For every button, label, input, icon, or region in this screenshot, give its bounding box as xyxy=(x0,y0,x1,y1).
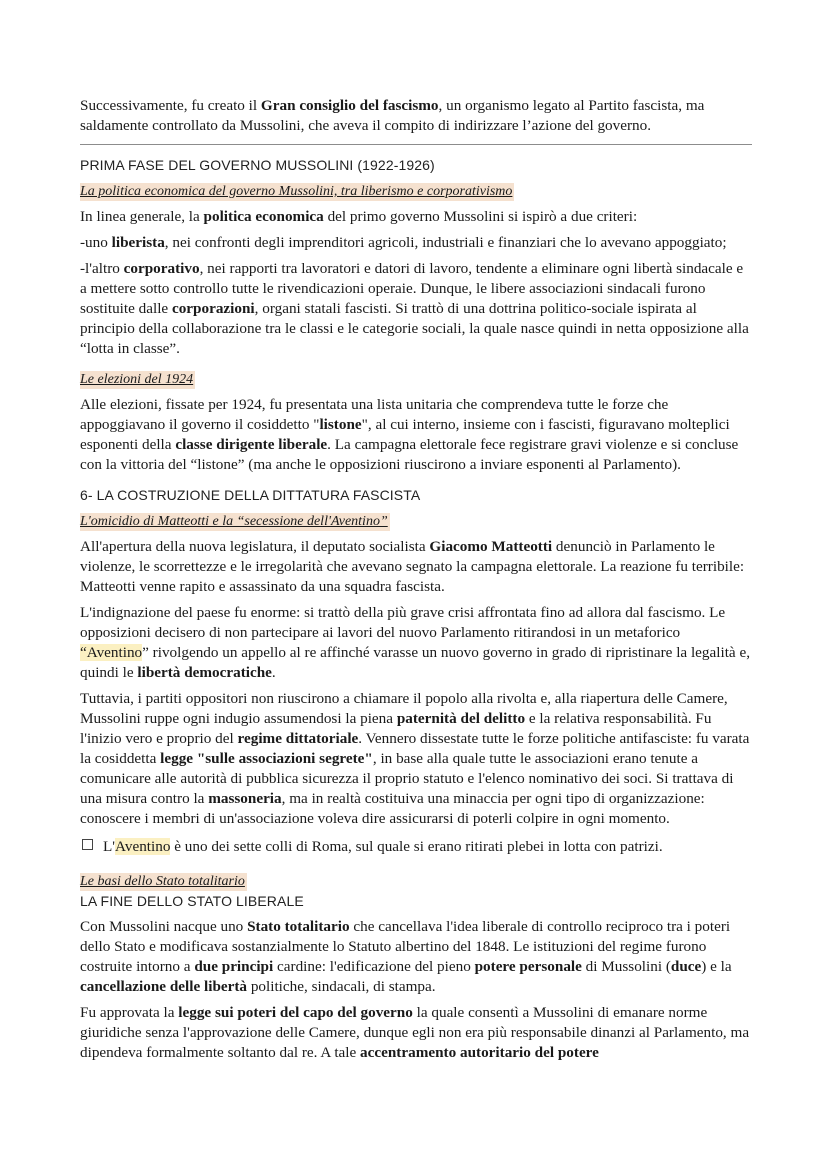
text: In linea generale, la xyxy=(80,208,204,225)
bold-term: paternità del delitto xyxy=(396,710,526,727)
checkbox-square-icon xyxy=(82,839,93,850)
bold-term: classe dirigente liberale xyxy=(175,436,328,453)
text: politiche, sindacali, di stampa. xyxy=(247,978,436,995)
text: L'indignazione del paese fu enorme: si trattò della più grave crisi affrontata fino ad allora dal fascismo. Le opposizioni decisero di non partecipare ai lavori del nuovo Parlamento ritirandosi in un metaforico xyxy=(80,604,726,641)
bold-term: corporativo xyxy=(123,260,200,277)
text: denunciò in Parlamento le violenze, le scorrettezze e le irregolarità che avevano segnato la campagna elettorale. La reazione fu terribile: Matteotti venne rapito e assassinato da una squadra fascista. xyxy=(80,538,745,595)
bold-term: legge "sulle associazioni segrete" xyxy=(160,750,373,767)
text: . Vennero dissestate tutte le forze politiche antifasciste: fu varata la cosiddetta xyxy=(80,730,750,767)
bold-term: massoneria xyxy=(208,790,282,807)
document-page xyxy=(80,96,752,1063)
text: , nei rapporti tra lavoratori e datori di lavoro, tendente a eliminare ogni libertà sindacale e a mettere sotto controllo tutte le rivendicazioni operaie. Dunque, le libere associazioni sindacali furono sostituite dalle xyxy=(80,260,744,317)
text: Tuttavia, i partiti oppositori non riuscirono a chiamare il popolo alla rivolta e, alla riapertura delle Camere, Mussolini ruppe ogni indugio assumendosi la piena xyxy=(80,690,728,727)
intro-paragraph xyxy=(80,96,752,136)
text: Con Mussolini nacque uno xyxy=(80,918,248,935)
text: Fu approvata la xyxy=(80,1004,179,1021)
text: è uno dei sette colli di Roma, sul quale si erano ritirati plebei in lotta con patrizi. xyxy=(170,838,663,855)
paragraph xyxy=(80,207,752,227)
text: . xyxy=(271,664,276,681)
bold-term: cancellazione delle libertà xyxy=(80,978,248,995)
bold-term: accentramento autoritario del potere xyxy=(360,1044,599,1061)
section-heading: 6- LA COSTRUZIONE DELLA DITTATURA FASCISTA xyxy=(80,487,421,503)
text: Successivamente, fu creato il xyxy=(80,97,261,114)
paragraph xyxy=(80,259,752,359)
text: e la relativa responsabilità. Fu l'inizio vero e proprio del xyxy=(80,710,712,747)
subsection-title: Le basi dello Stato totalitario xyxy=(80,874,245,889)
paragraph xyxy=(80,537,752,597)
text: ) e la xyxy=(701,958,732,975)
text: ", al cui interno, insieme con i fascisti, figuravano molteplici esponenti della xyxy=(80,416,730,453)
text: , nei confronti degli imprenditori agricoli, industriali e finanziari che lo avevano appoggiato; xyxy=(164,234,727,251)
paragraph xyxy=(80,395,752,475)
bold-term: legge sui poteri del capo del governo xyxy=(178,1004,413,1021)
text: del primo governo Mussolini si ispirò a due criteri: xyxy=(323,208,638,225)
bold-term: Gran consiglio del fascismo xyxy=(260,97,439,114)
divider xyxy=(80,144,752,145)
text: la quale consentì a Mussolini di emanare norme giuridiche senza l'approvazione delle Camere, dunque egli non era più responsabile dinanzi al Parlamento, ma dipendeva formalmente soltanto dal re. A tale xyxy=(80,1004,750,1061)
text: -l'altro xyxy=(80,260,124,277)
footnote xyxy=(80,837,752,857)
subsection-title: La politica economica del governo Mussolini, tra liberismo e corporativismo xyxy=(80,184,513,199)
text: che cancellava l'idea liberale di controllo reciproco tra i poteri dello Stato e modificava sostanzialmente lo Statuto albertino del 1848. Le istituzioni del regime furono costruite intorno a xyxy=(80,918,731,975)
bold-term: regime dittatoriale xyxy=(237,730,359,747)
text: L' xyxy=(103,838,116,855)
subsection-title: Le elezioni del 1924 xyxy=(80,372,194,387)
bold-term: due principi xyxy=(194,958,274,975)
text: -uno xyxy=(80,234,112,251)
paragraph xyxy=(80,689,752,829)
bold-term: corporazioni xyxy=(171,300,255,317)
paragraph xyxy=(80,603,752,683)
paragraph xyxy=(80,917,752,997)
highlighted-term: Aventino xyxy=(115,838,171,855)
paragraph xyxy=(80,1003,752,1063)
text: , un organismo legato al Partito fascista, ma saldamente controllato da Mussolini, che aveva il compito di indirizzare l’azione del governo. xyxy=(80,97,705,134)
bold-term: potere personale xyxy=(474,958,582,975)
text: cardine: l'edificazione del pieno xyxy=(273,958,475,975)
text: , organi statali fascisti. Si trattò di una dottrina politico-sociale ispirata al principio della collaborazione tra le classi e le categorie sociali, la quale nasce quindi in netta opposizione alla “lotta in classe”. xyxy=(80,300,749,357)
text: All'apertura della nuova legislatura, il deputato socialista xyxy=(80,538,430,555)
highlighted-term: “Aventino xyxy=(80,644,143,661)
subsection-title: L'omicidio di Matteotti e la “secessione dell'Aventino” xyxy=(80,514,388,529)
section-heading: LA FINE DELLO STATO LIBERALE xyxy=(80,893,304,909)
text: , ma in realtà costituiva una minaccia per ogni tipo di organizzazione: conoscere i membri di un'associazione voleva dire assicurarsi di poterli colpire in ogni momento. xyxy=(80,790,705,827)
bold-term: liberista xyxy=(111,234,165,251)
text: . La campagna elettorale fece registrare gravi violenze e si concluse con la vittoria del “listone” (ma anche le opposizioni riuscirono a inviare esponenti al Parlamento). xyxy=(80,436,739,473)
text: di Mussolini ( xyxy=(581,958,671,975)
bold-term: politica economica xyxy=(203,208,324,225)
bold-term: Giacomo Matteotti xyxy=(429,538,553,555)
text: , in base alla quale tutte le associazioni erano tenute a comunicare alle autorità di pubblica sicurezza il proprio statuto e l'elenco nominativo dei soci. Si trattava di una misura contro la xyxy=(80,750,734,807)
section-heading: PRIMA FASE DEL GOVERNO MUSSOLINI (1922-1926) xyxy=(80,157,435,173)
text: Alle elezioni, fissate per 1924, fu presentata una lista unitaria che comprendeva tutte le forze che appoggiavano il governo il cosiddetto " xyxy=(80,396,669,433)
bold-term: Stato totalitario xyxy=(247,918,350,935)
bold-term: libertà democratiche xyxy=(137,664,272,681)
bold-term: listone xyxy=(319,416,362,433)
bold-term: duce xyxy=(670,958,702,975)
paragraph xyxy=(80,233,752,253)
text: ” rivolgendo un appello al re affinché varasse un nuovo governo in grado di ripristinare la legalità e, quindi le xyxy=(80,644,750,681)
